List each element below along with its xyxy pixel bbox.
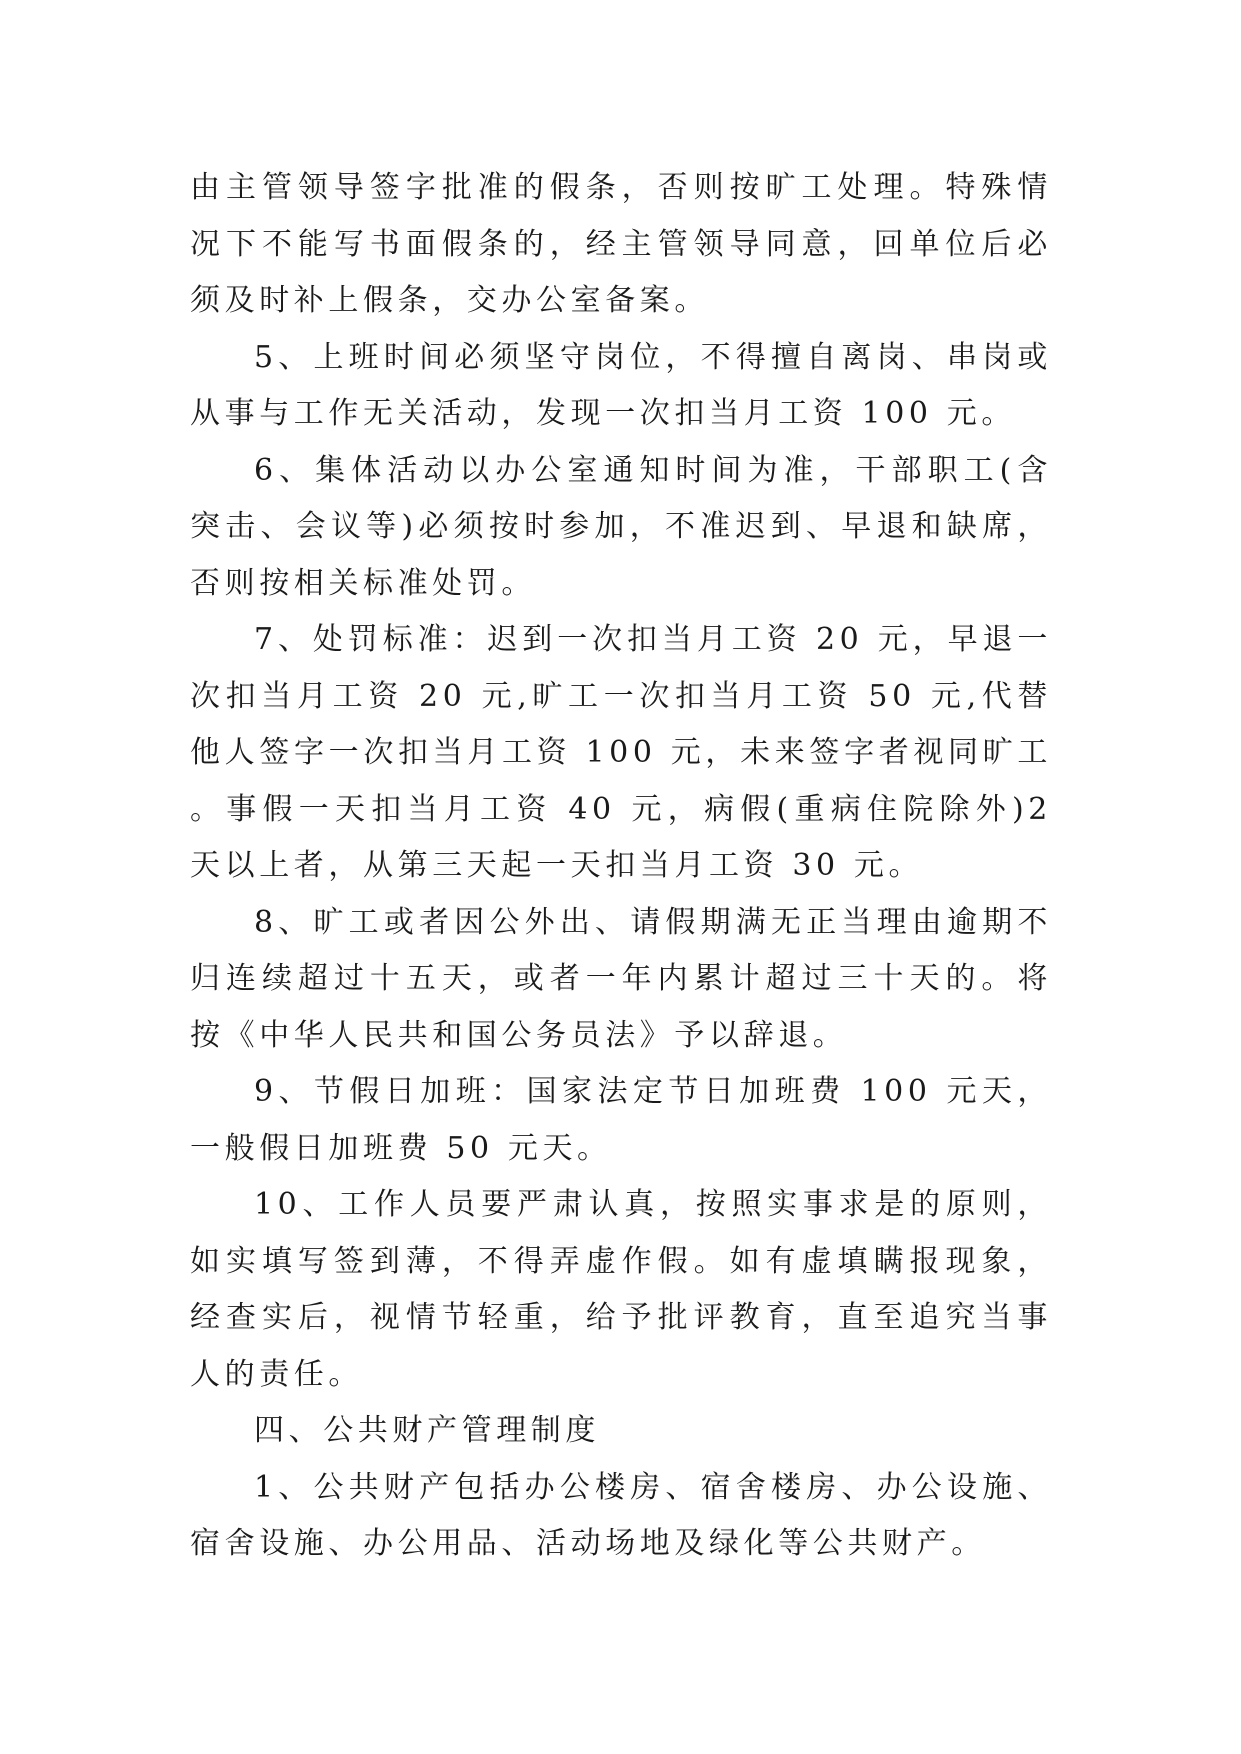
paragraph-leave-note-continuation: 由主管领导签字批准的假条，否则按旷工处理。特殊情况下不能写书面假条的，经主管领导同意，回单位后必须及时补上假条，交办公室备案。 <box>190 170 1052 318</box>
document-body <box>190 160 1052 1573</box>
paragraph-rule-8: 8、旷工或者因公外出、请假期满无正当理由逾期不归连续超过十五天，或者一年内累计超过三十天的。将按《中华人民共和国公务员法》予以辞退。 <box>190 904 1052 1053</box>
paragraph-rule-7: 7、处罚标准：迟到一次扣当月工资 20 元，早退一次扣当月工资 20 元,旷工一次扣当月工资 50 元,代替他人签字一次扣当月工资 100 元，未来签字者视同旷工。事假一天扣当月工资 40 元，病假(重病住院除外)2 天以上者，从第三天起一天扣当月工资 30 元。 <box>190 622 1052 883</box>
section-heading-public-property: 四、公共财产管理制度 <box>254 1413 600 1448</box>
paragraph-property-rule-1: 1、公共财产包括办公楼房、宿舍楼房、办公设施、宿舍设施、办公用品、活动场地及绿化等公共财产。 <box>190 1469 1052 1561</box>
paragraph-rule-6: 6、集体活动以办公室通知时间为准，干部职工(含突击、会议等)必须按时参加，不准迟到、早退和缺席，否则按相关标准处罚。 <box>190 452 1052 601</box>
paragraph-rule-10: 10、工作人员要严肃认真，按照实事求是的原则，如实填写签到薄，不得弄虚作假。如有虚填瞒报现象，经查实后，视情节轻重，给予批评教育，直至追究当事人的责任。 <box>190 1187 1052 1392</box>
paragraph-rule-9: 9、节假日加班：国家法定节日加班费 100 元天，一般假日加班费 50 元天。 <box>190 1074 1052 1166</box>
paragraph-rule-5: 5、上班时间必须坚守岗位，不得擅自离岗、串岗或从事与工作无关活动，发现一次扣当月工资 100 元。 <box>190 339 1052 431</box>
